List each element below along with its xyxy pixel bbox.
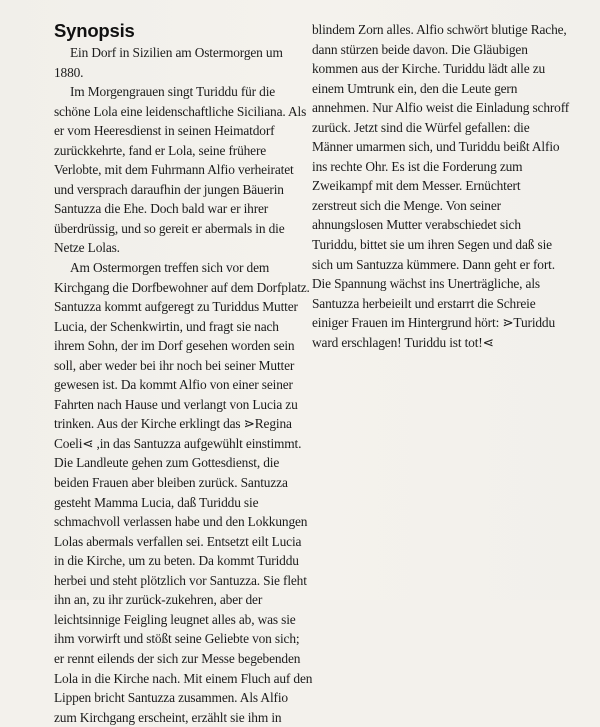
text-line: Netze Lolas. (54, 240, 120, 256)
text-line: beiden Frauen aber bleiben zurück. Santuzza (54, 475, 288, 491)
text-line: blindem Zorn alles. Alfio schwört blutige Rache, (312, 22, 567, 37)
text-line: sich um Santuzza kümmere. Dann geht er fort. (312, 256, 555, 272)
text-line: Lucia, der Schenkwirtin, und fragt sie nach (54, 318, 279, 334)
text-line: er vom Heeresdienst in seinen Heimatdorf (54, 123, 275, 139)
text-line: Lolas abermals verfallen sei. Entsetzt eilt Lucia (54, 533, 302, 549)
right-column (312, 20, 570, 352)
paragraph (54, 43, 304, 82)
text-line: Lippen bricht Santuzza zusammen. Als Alfio (54, 690, 288, 706)
text-line: Coeli⋖ ,in das Santuzza aufgewühlt einstimmt. (54, 435, 302, 451)
text-line: Im Morgengrauen singt Turiddu für die (70, 84, 276, 100)
text-line: herbei und steht plötzlich vor Santuzza. Sie fleht (54, 572, 307, 588)
text-line: zerstreut sich die Menge. Von seiner (312, 197, 501, 213)
text-line: ins rechte Ohr. Es ist die Forderung zum (312, 158, 523, 174)
text-line: annehmen. Nur Alfio weist die Einladung schroff (312, 100, 570, 116)
text-line: schmachvoll verlassen habe und den Lokkungen (54, 514, 308, 530)
text-line: soll, aber weder bei ihr noch bei seiner Mutter (54, 357, 295, 373)
text-line: ihn an, zu ihr zurück-zukehren, aber der (54, 592, 263, 608)
text-line: schöne Lola eine leidenschaftliche Siciliana. Als (54, 103, 307, 119)
text-line: einiger Frauen im Hintergrund hört: ⋗Turiddu (312, 315, 556, 331)
text-line: kommen aus der Kirche. Turiddu lädt alle zu (312, 61, 546, 77)
text-line: Santuzza herbeieilt und erstarrt die Schreie (312, 295, 536, 311)
text-line: ahnungslosen Mutter verabschiedet sich (312, 217, 521, 233)
text-line: Verlobte, mit dem Fuhrmann Alfio verheiratet (54, 162, 294, 178)
text-line: Turiddu, bittet sie um ihren Segen und daß sie (312, 237, 552, 253)
text-line: Santuzza die Ehe. Doch bald war er ihrer (54, 201, 269, 217)
text-line: trinken. Aus der Kirche erklingt das ⋗Regina (54, 416, 292, 432)
text-line: in die Kirche, um zu beten. Da kommt Turiddu (54, 553, 299, 569)
synopsis-heading: Synopsis (54, 20, 135, 41)
text-line: Kirchgang die Dorfbewohner auf dem Dorfplatz. (54, 279, 310, 295)
left-paragraphs (54, 43, 313, 727)
text-line: Ein Dorf in Sizilien am Ostermorgen um (70, 45, 283, 60)
text-line: zum Kirchgang erscheint, erzählt sie ihm in (54, 709, 282, 725)
text-line: Die Spannung wächst ins Unerträgliche, als (312, 276, 540, 292)
text-line: 1880. (54, 64, 84, 80)
text-line: einem Umtrunk ein, den die Leute gern (312, 80, 518, 96)
text-line: ihm vorwirft und stößt seine Geliebte von sich; (54, 631, 300, 647)
text-line: Fahrten nach Hause und verlangt von Lucia zu (54, 396, 298, 412)
paragraph (54, 82, 307, 258)
text-line: zurückkehrte, fand er Lola, seine frühere (54, 142, 267, 158)
text-line: ward erschlagen! Turiddu ist tot!⋖ (312, 334, 494, 350)
text-line: Am Ostermorgen treffen sich vor dem (70, 260, 270, 276)
right-paragraphs (312, 20, 570, 352)
text-line: Santuzza kommt aufgeregt zu Turiddus Mutter (54, 299, 298, 315)
text-line: Die Landleute gehen zum Gottesdienst, die (54, 455, 280, 471)
left-column (54, 20, 313, 727)
text-line: dann stürzen beide davon. Die Gläubigen (312, 41, 528, 57)
text-line: zurück. Jetzt sind die Würfel gefallen: die (312, 119, 530, 135)
text-line: Lola in die Kirche nach. Mit einem Fluch auf den (54, 670, 313, 686)
paragraph (54, 258, 313, 727)
text-line: leichtsinnige Feigling leugnet alles ab, was sie (54, 611, 296, 627)
text-line: gewesen ist. Da kommt Alfio von einer seiner (54, 377, 293, 393)
text-line: Zweikampf mit dem Messer. Ernüchtert (312, 178, 521, 194)
text-line: und versprach daraufhin der jungen Bäuerin (54, 181, 284, 197)
text-line: überdrüssig, und so gereit er abermals in die (54, 220, 285, 236)
text-line: er rennt eilends der sich zur Messe begebenden (54, 650, 301, 666)
text-line: Männer umarmen sich, und Turiddu beißt Alfio (312, 139, 560, 155)
text-line: gesteht Mamma Lucia, daß Turiddu sie (54, 494, 259, 510)
paragraph (312, 20, 570, 352)
text-line: ihrem Sohn, der im Dorf gesehen worden sein (54, 338, 295, 354)
